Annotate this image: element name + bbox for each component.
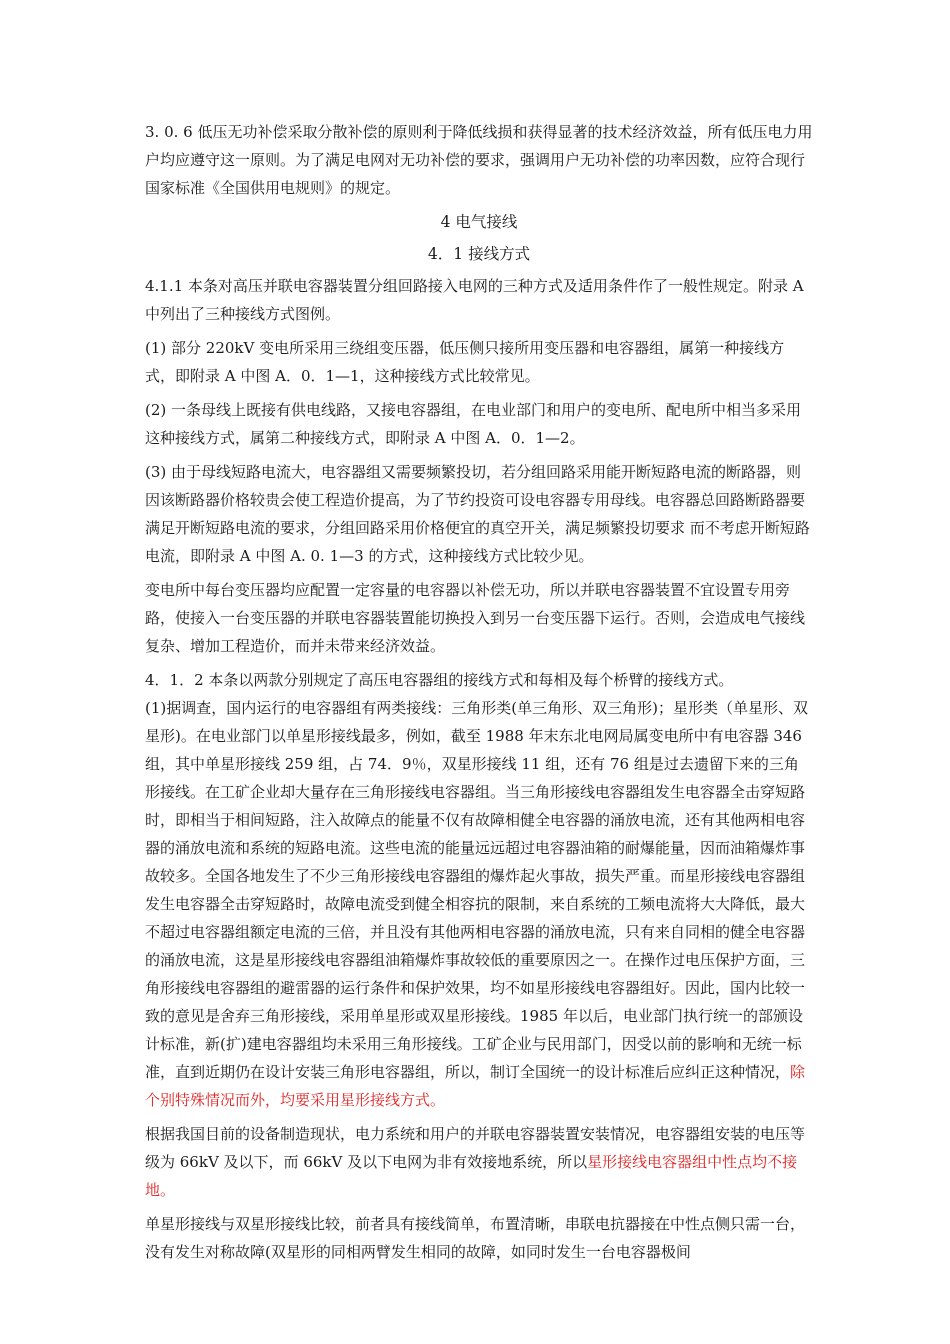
paragraph-4-1-2-item-1 (145, 694, 813, 1114)
paragraph-4-1-2-item-1-text: (1)据调查，国内运行的电容器组有两类接线：三角形类(单三角形、双三角形)；星形类（单星形、双星形)。在电业部门以单星形接线最多，例如，截至 1988 年末东北电网局属变电所中有电容器 346 组，其中单星形接线 259 组，占 74．9％，双星形接线 11 组，还有 76 组是过去遗留下来的三角形接线。在工矿企业却大量存在三角形接线电容器组。当三角形接线电容器组发生电容器全击穿短路时，即相当于相间短路，注入故障点的能量不仅有故障相健全电容器的涌放电流，还有其他两相电容器的涌放电流和系统的短路电流。这些电流的能量远远超过电容器油箱的耐爆能量，因而油箱爆炸事故较多。全国各地发生了不少三角形接线电容器组的爆炸起火事故，损失严重。而星形接线电容器组发生电容器全击穿短路时，故障电流受到健全相容抗的限制，来自系统的工频电流将大大降低，最大不超过电容器组额定电流的三倍，并且没有其他两相电容器的涌放电流，只有来自同相的健全电容器的涌放电流，这是星形接线电容器组油箱爆炸事故较低的重要原因之一。在操作过电压保护方面，三角形接线电容器组的避雷器的运行条件和保护效果，均不如星形接线电容器组好。因此，国内比较一致的意见是舍弃三角形接线，采用单星形或双星形接线。1985 年以后，电业部门执行统一的部颁设计标准，新(扩)建电容器组均未采用三角形接线。工矿企业与民用部门，因受以前的影响和无统一标准，直到近期仍在设计安装三角形电容器组，所以，制订全国统一的设计标准后应纠正这种情况， (145, 699, 808, 1081)
paragraph-4-1-2-comparison: 单星形接线与双星形接线比较，前者具有接线简单，布置清晰，串联电抗器接在中性点侧只需一台，没有发生对称故障(双星形的同相两臂发生相同的故障，如同时发生一台电容器极间 (145, 1215, 806, 1261)
paragraph-4-1-1: 4.1.1 本条对高压并联电容器装置分组回路接入电网的三种方式及适用条件作了一般性规定。附录 A 中列出了三种接线方式图例。 (145, 277, 804, 323)
highlighted-requirement-neutral-ungrounded: 星形接线电容器组中性点均不接地。 (145, 1153, 798, 1199)
highlighted-requirement-star-connection: 除个别特殊情况而外，均要采用星形接线方式。 (145, 1063, 806, 1109)
paragraph-4-1-1-item-2: (2) 一条母线上既接有供电线路，又接电容器组，在电业部门和用户的变电所、配电所中相当多采用这种接线方式，属第二种接线方式，即附录 A 中图 A．0．1—2。 (145, 401, 802, 447)
paragraph-4-1-1-item-3: (3) 由于母线短路电流大，电容器组又需要频繁投切，若分组回路采用能开断短路电流的断路器，则因该断路器价格较贵会使工程造价提高，为了节约投资可设电容器专用母线。电容器总回路断路器要满足开断短路电流的要求，分组回路采用价格便宜的真空开关，满足频繁投切要求 而不考虑开断短路电流，即附录 A 中图 A. 0. 1—3 的方式，这种接线方式比较少见。 (145, 463, 810, 565)
paragraph-4-1-1-note: 变电所中每台变压器均应配置一定容量的电容器以补偿无功，所以并联电容器装置不宜设置专用旁路，使接入一台变压器的并联电容器装置能切换投入到另一台变压器下运行。否则，会造成电气接线复杂、增加工程造价，而并未带来经济效益。 (145, 581, 806, 655)
paragraph-3-0-6: 3. 0. 6 低压无功补偿采取分散补偿的原则利于降低线损和获得显著的技术经济效益，所有低压电力用户均应遵守这一原则。为了满足电网对无功补偿的要求，强调用户无功补偿的功率因数，应符合现行国家标准《全国供用电规则》的规定。 (145, 123, 813, 197)
paragraph-4-1-1-item-1: (1) 部分 220kV 变电所采用三绕组变压器，低压侧只接所用变压器和电容器组，属第一种接线方式，即附录 A 中图 A．0．1—1，这种接线方式比较常见。 (145, 339, 785, 385)
section-heading-4: 4 电气接线 (440, 213, 518, 231)
paragraph-4-1-2-voltage (145, 1120, 813, 1204)
document-page (145, 118, 813, 1272)
section-heading-4-1: 4．1 接线方式 (427, 245, 531, 263)
paragraph-4-1-2-voltage-text: 根据我国目前的设备制造现状，电力系统和用户的并联电容器装置安装情况，电容器组安装的电压等级为 66kV 及以下，而 66kV 及以下电网为非有效接地系统，所以 (145, 1125, 806, 1171)
paragraph-4-1-2: 4．1．2 本条以两款分别规定了高压电容器组的接线方式和每相及每个桥臂的接线方式。 (145, 671, 734, 689)
